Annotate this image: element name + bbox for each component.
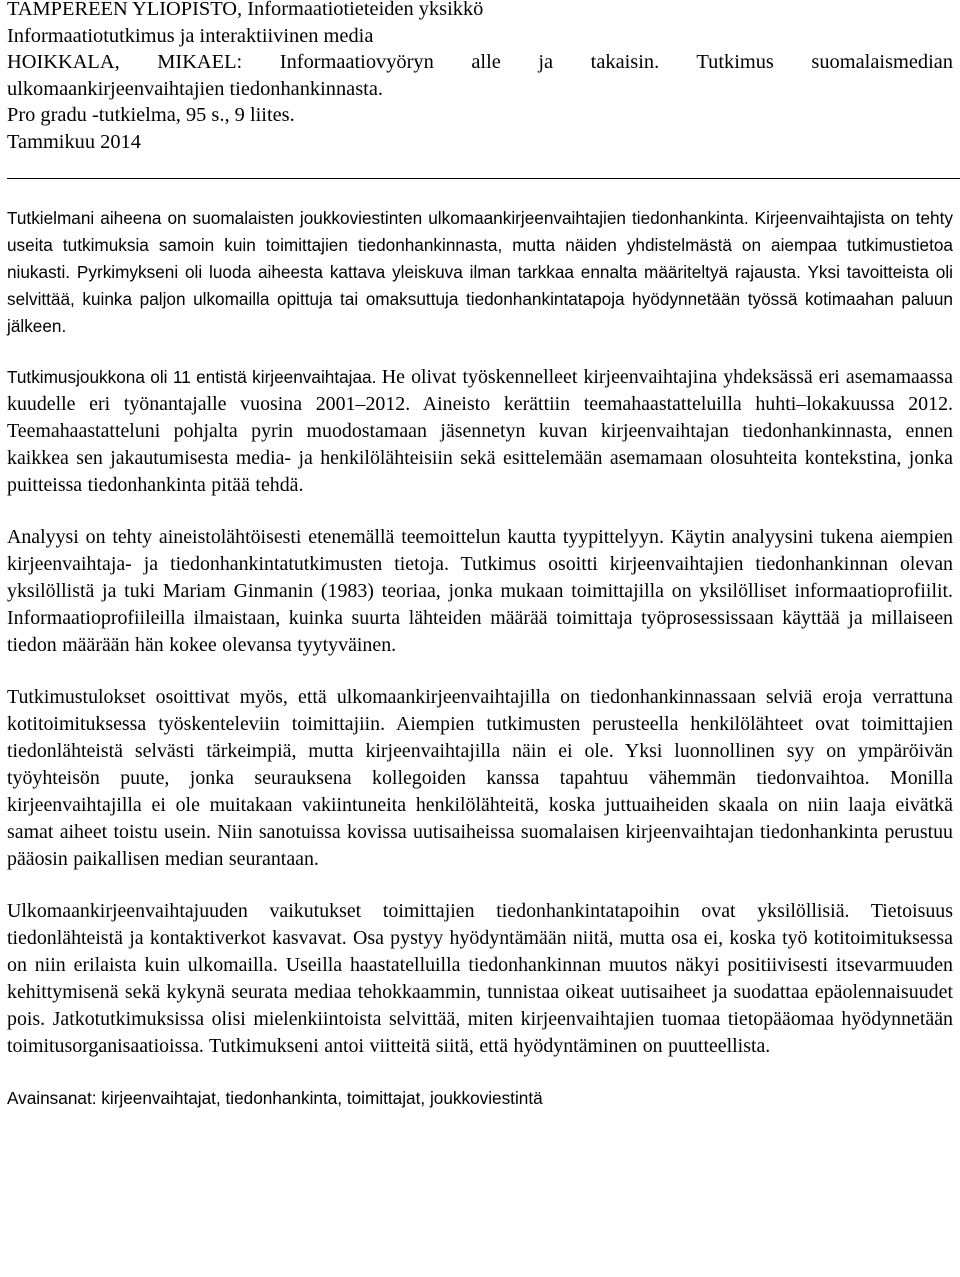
department-line: Informaatiotutkimus ja interaktiivinen media <box>7 24 374 47</box>
abstract-paragraph-5: Ulkomaankirjeenvaihtajuuden vaikutukset toimittajien tiedonhankintatapoihin ovat yksilöllisiä. Tietoisuus tiedonlähteistä ja kontaktiverkot kasvavat. Osa pystyy hyödyntämään niitä, mutta osa ei, koska työ kotitoimituksessa on niin erilaista kuin ulkomailla. Useilla haastatelluilla tiedonhankinnan muutos näkyi positiivisesti itsevarmuuden kehittymisenä sekä kykynä seurata mediaa tehokkaammin, tunnistaa oikeat uutisaiheet ja suodattaa epäolennaisuudet pois. Jatkotutkimuksissa olisi mielenkiintoista selvittää, miten kirjeenvaihtajien tuomaa tietopääomaa hyödynnetään toimitusorganisaatioissa. Tutkimukseni antoi viitteitä siitä, että hyödyntäminen on puutteellista. <box>7 899 953 1057</box>
header-divider <box>7 178 960 179</box>
abstract-body <box>7 205 953 1112</box>
date-line: Tammikuu 2014 <box>7 130 141 153</box>
keywords-line: Avainsanat: kirjeenvaihtajat, tiedonhankinta, toimittajat, joukkoviestintä <box>7 1087 543 1108</box>
abstract-paragraph-2 <box>7 364 953 499</box>
abstract-paragraph-2-lead: Tutkimusjoukkona oli 11 entistä kirjeenvaihtajaa. <box>7 366 382 387</box>
abstract-paragraph-4: Tutkimustulokset osoittivat myös, että ulkomaankirjeenvaihtajilla on tiedonhankinnassaan selviä eroja verrattuna kotitoimituksessa työskenteleviin toimittajiin. Aiempien tutkimusten perusteella henkilölähteet ovat toimittajien tiedonlähteistä selvästi tärkeimpiä, mutta kirjeenvaihtajilla näin ei ole. Yksi luonnollinen syy on ympäröivän työyhteisön puute, jonka seurauksena kollegoiden kanssa tapahtuu vähemmän tiedonvaihtoa. Monilla kirjeenvaihtajilla ei ole muitakaan vakiintuneita henkilölähteitä, koska juttuaiheiden skaala on niin laaja eivätkä samat aiheet toistu usein. Niin sanotuissa kovissa uutisaiheissa suomalaisen kirjeenvaihtajan tiedonhankinta perustuu pääosin paikallisen median seurantaan. <box>7 685 953 870</box>
abstract-paragraph-2-body: He olivat työskennelleet kirjeenvaihtajina yhdeksässä eri asemamaassa kuudelle eri työnantajalle vuosina 2001‒2012. Aineisto kerättiin teemahaastatteluilla huhti‒lokakuussa 2012. Teemahaastatteluni pohjalta pyrin muodostamaan jäsennetyn kuvan kirjeenvaihtajan tiedonhankinnasta, ennen kaikkea sen jakautumisesta media- ja henkilölähteisiin sekä esittelemään asemamaan olosuhteita kontekstina, jonka puitteissa tiedonhankinta pitää tehdä. <box>7 365 954 496</box>
document-page <box>7 0 953 1112</box>
thesis-header <box>7 0 953 156</box>
author-title-line: HOIKKALA, MIKAEL: Informaatiovyöryn alle ja takaisin. Tutkimus suomalaismedian <box>7 51 953 74</box>
title-continuation-line: ulkomaankirjeenvaihtajien tiedonhankinnasta. <box>7 77 383 100</box>
thesis-type-line: Pro gradu -tutkielma, 95 s., 9 liites. <box>7 104 295 127</box>
abstract-paragraph-3: Analyysi on tehty aineistolähtöisesti etenemällä teemoittelun kautta tyypittelyyn. Käytin analyysini tukena aiempien kirjeenvaihtaja- ja tiedonhankintatutkimusten tietoja. Tutkimus osoitti kirjeenvaihtajien tiedonhankinnan olevan yksilöllistä ja tuki Mariam Ginmanin (1983) teoriaa, jonka mukaan toimittajilla on yksilölliset informaatioprofiilit. Informaatioprofiileilla ilmaistaan, kuinka suurta lähteiden määrää toimittaja työprosessissaan käyttää ja millaiseen tiedon määrään hän kokee olevansa tyytyväinen. <box>7 525 953 656</box>
university-line: TAMPEREEN YLIOPISTO, Informaatiotieteiden yksikkö <box>7 0 484 20</box>
abstract-paragraph-1: Tutkielmani aiheena on suomalaisten joukkoviestinten ulkomaankirjeenvaihtajien tiedonhankinta. Kirjeenvaihtajista on tehty useita tutkimuksia samoin kuin toimittajien tiedonhankinnasta, mutta näiden yhdistelmästä on aiempaa tutkimustietoa niukasti. Pyrkimykseni oli luoda aiheesta kattava yleiskuva ilman tarkkaa ennalta määriteltyä rajausta. Yksi tavoitteista oli selvittää, kuinka paljon ulkomailla opittuja tai omaksuttuja tiedonhankintatapoja hyödynnetään työssä kotimaahan paluun jälkeen. <box>7 207 953 336</box>
